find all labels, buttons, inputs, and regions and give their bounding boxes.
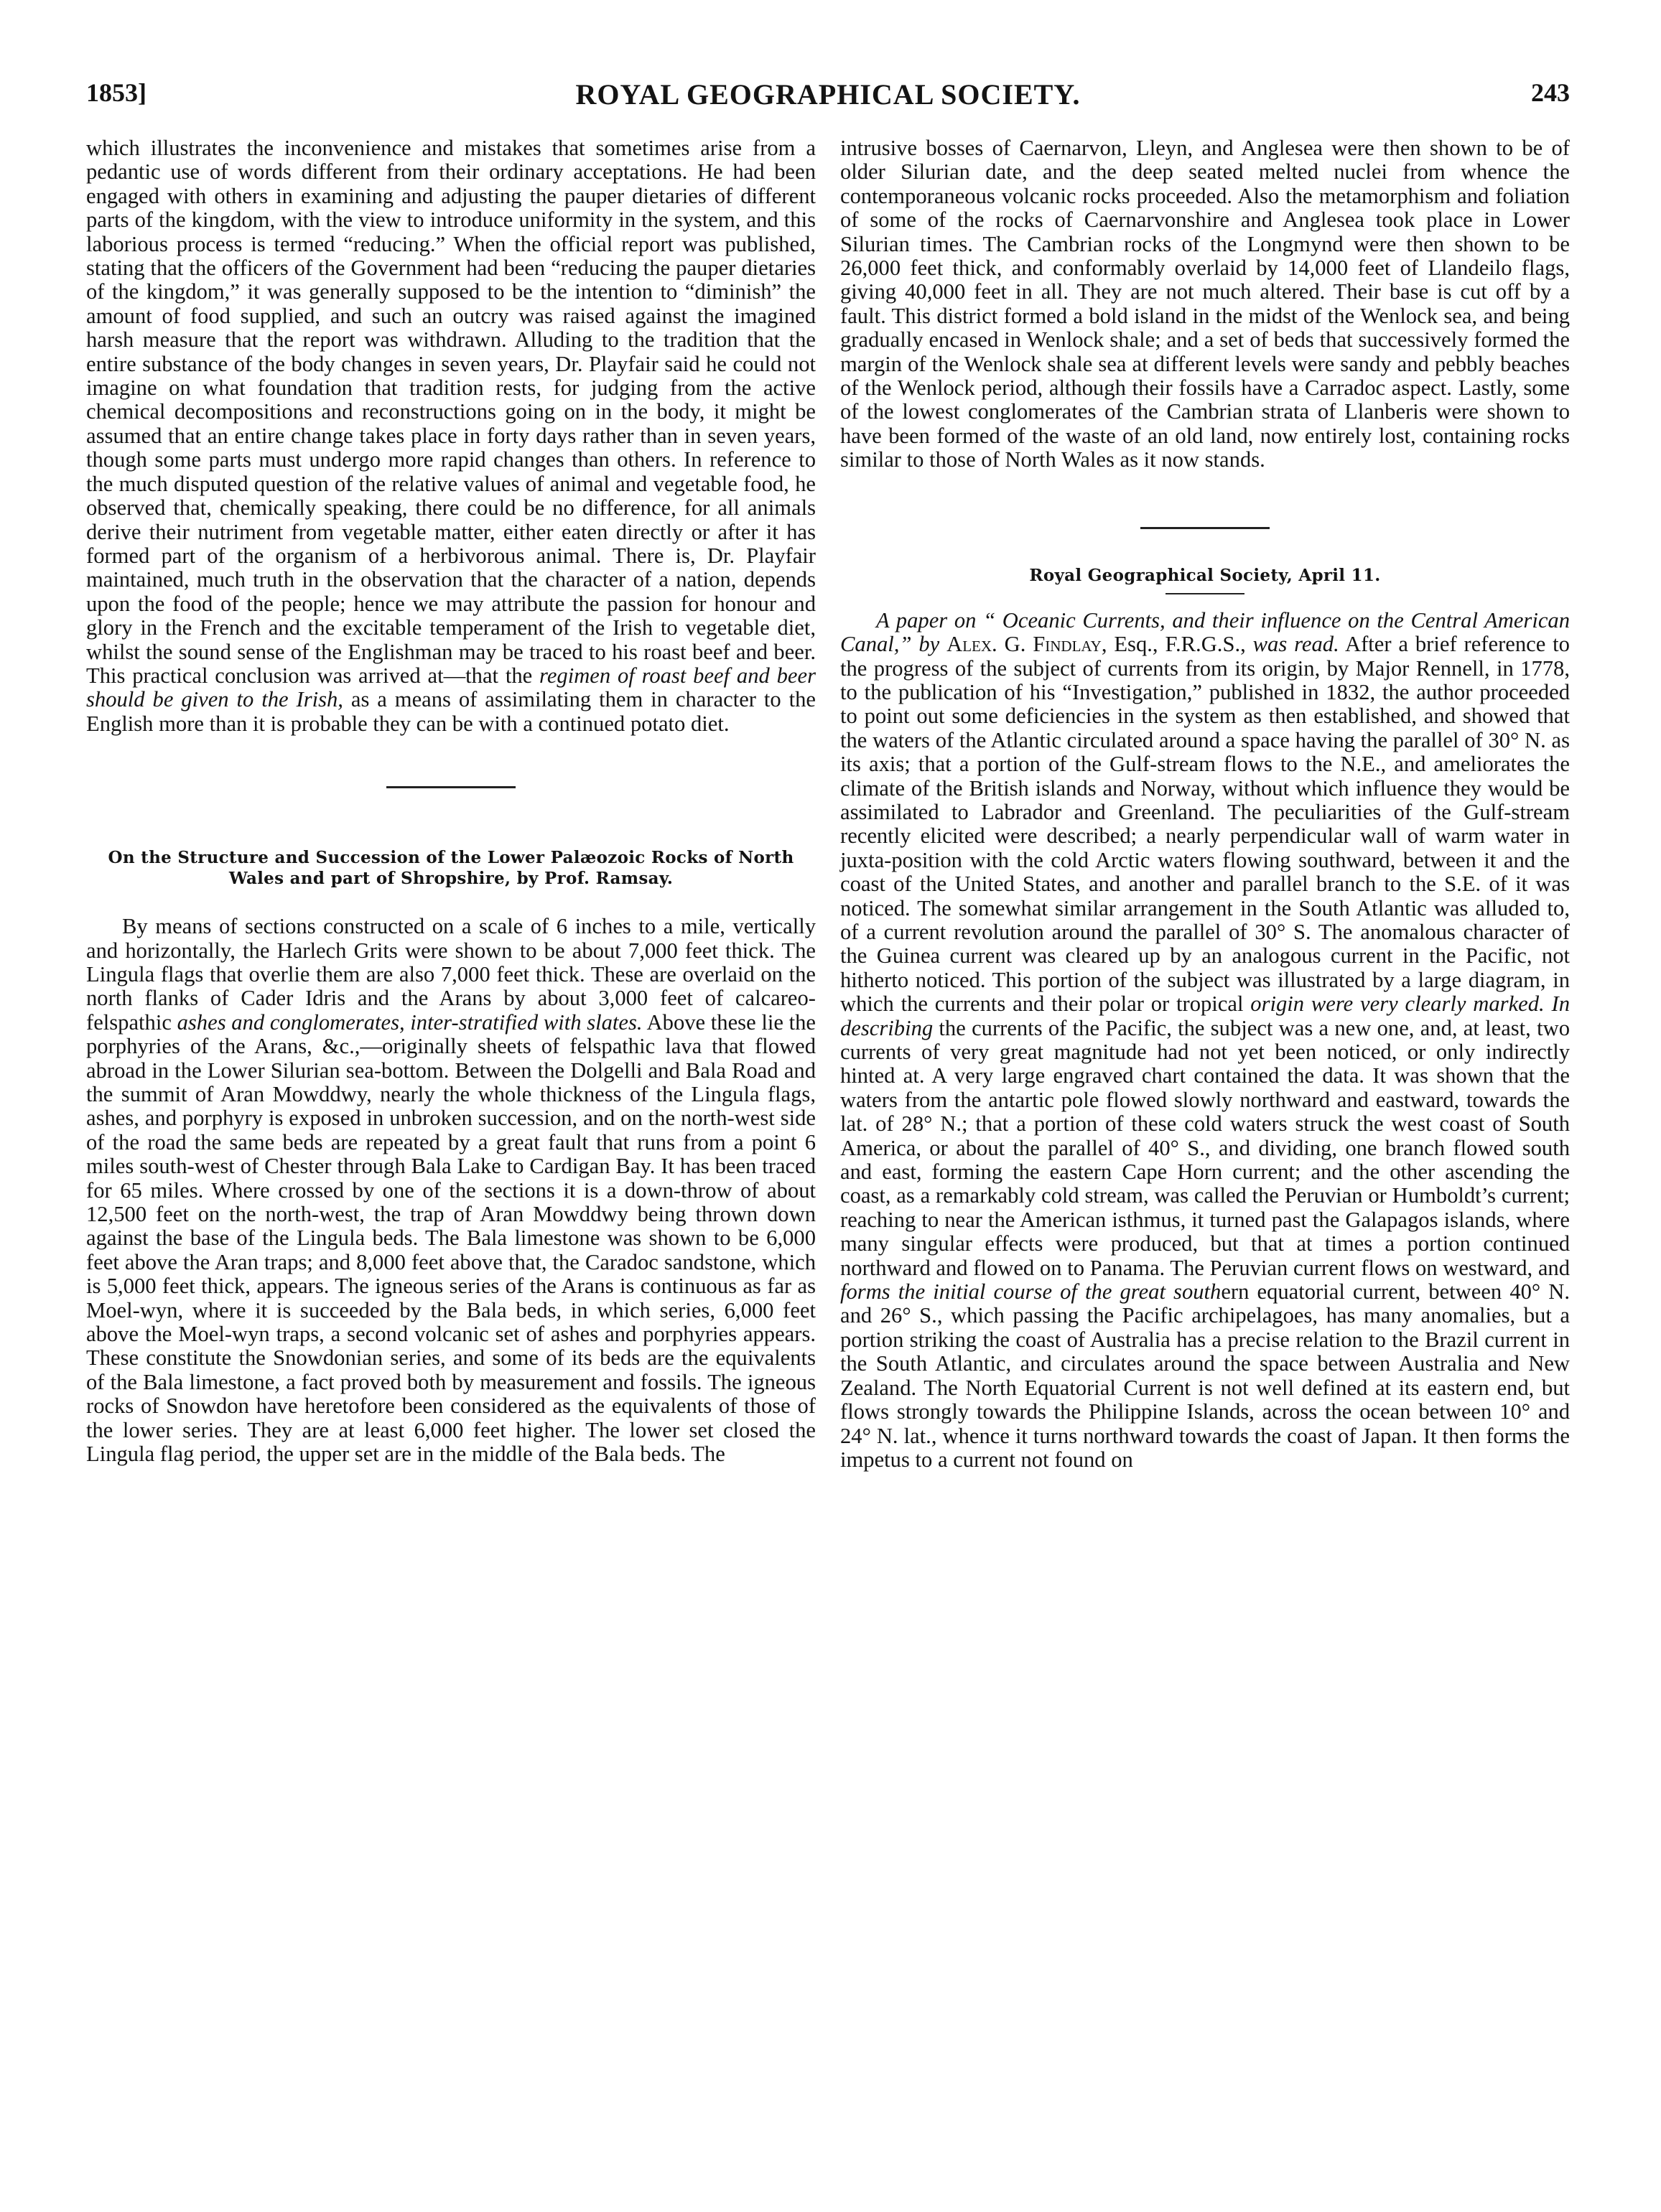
italic-text: A paper on “ Oceanic Currents, and their influence on the Central American Canal,” by bbox=[840, 607, 1570, 657]
page-header bbox=[86, 78, 1570, 121]
italic-text: origin were very clearly marked. In describing bbox=[840, 991, 1570, 1040]
italic-text: was read. bbox=[1252, 632, 1339, 657]
paragraph-silurian: intrusive bosses of Caernarvon, Lleyn, and Anglesea were then shown to be of older Silurian date, and the deep seated melted nuclei from whence the contemporaneous volcanic rocks proceeded. Also the metamorphism and foliation of some of the rocks of Caernarvonshire and Anglesea took place in Lower Silurian times. The Cambrian rocks of the Longmynd were then shown to be 26,000 feet thick, and conformably overlaid by 14,000 feet of Llandeilo flags, giving 40,000 feet in all. They are not much altered. Their base is cut off by a fault. This district formed a bold island in the midst of the Wenlock sea, and being gradually encased in Wenlock shale; and a set of beds that successively formed the margin of the Wenlock shale sea at different levels were sandy and pebbly beaches of the Wenlock period, although their fossils have a Carradoc aspect. Lastly, some of the lowest conglomerates of the Cambrian strata of Llanberis were shown to have been formed of the waste of an old land, now entirely lost, containing rocks similar to those of North Wales as it now stands. bbox=[840, 136, 1570, 472]
section-heading-rgs-meeting: Royal Geographical Society, April 11. bbox=[1029, 565, 1381, 585]
paragraph-text: ern equatorial current, between 40° N. and 26° S., which passing the Pacific archipelagoes, has many anomalies, but a portion striking the coast of Australia has a precise relation to the Brazil current in the South Atlantic, and circulates around the space between Australia and New Zealand. The North Equatorial Current is not well defined at its eastern end, but flows strongly towards the Philippine Islands, across the ocean between 10° and 24° N. lat., whence it turns northward towards the coast of Japan. It then forms the impetus to a current not found on bbox=[840, 1279, 1570, 1472]
paragraph-dietaries bbox=[86, 136, 816, 736]
left-column bbox=[86, 136, 816, 1467]
author-name: Alex. G. Findlay bbox=[946, 632, 1102, 657]
header-page-number: 243 bbox=[1531, 78, 1570, 107]
header-title: ROYAL GEOGRAPHICAL SOCIETY. bbox=[575, 78, 1081, 111]
paragraph-text: Above these lie the porphyries of the Arans, &c.,—originally sheets of felspathic lava that flowed abroad in the Lower Silurian sea-bottom. Between the Dolgelli and Bala Road and the summit of Aran Mowddwy, nearly the whole thickness of the Lingula flags, ashes, and porphyry is exposed in unbroken succession, and on the north-west side of the road the same beds are repeated by a great fault that runs from a point 6 miles south-west of Chester through Bala Lake to Cardigan Bay. It has been traced for 65 miles. Where crossed by one of the sections it is a down-throw of about 12,500 feet on the north-west, the trap of Aran Mowddwy being thrown down against the base of the Lingula beds. The Bala limestone was shown to be 6,000 feet above the Aran traps; and 8,000 feet above that, the Caradoc sandstone, which is 5,000 feet thick, appears. The igneous series of the Arans is continuous as far as Moel-wyn, where it is succeeded by the Bala beds, in which series, 6,000 feet above the Moel-wyn traps, a second volcanic set of ashes and porphyries appears. These constitute the Snowdonian series, and some of its beds are the equivalents of the Bala limestone, a fact proved both by measurement and fossils. The igneous rocks of Snowdon have heretofore been considered as the equivalents of those of the lower series. They are at least 6,000 feet higher. The lower set closed the Lingula flag period, the upper set are in the middle of the Bala beds. The bbox=[86, 1009, 816, 1467]
paragraph-palaeozoic-rocks bbox=[86, 915, 816, 1466]
paragraph-oceanic-currents bbox=[840, 609, 1570, 1473]
section-heading-ramsay: On the Structure and Succession of the Lower Palæozoic Rocks of North Wales and part of Shropshire, by Prof. Ramsay. bbox=[108, 848, 794, 889]
header-year: 1853] bbox=[86, 78, 146, 107]
paragraph-text: After a brief reference to the progress of the subject of currents from its origin, by Major Rennell, in 1778, to the publication of his “Investigation,” published in 1832, the author proceeded to point out some deficiencies in the system as then established, and showed that the waters of the Atlantic circulated around a space having the parallel of 30° N. as its axis; that a portion of the Gulf-stream flows to the N.E., and ameliorates the climate of the British islands and Norway, without which influence they would be assimilated to Labrador and Greenland. The peculiarities of the Gulf-stream recently elicited were described; a nearly perpendicular wall of warm water in juxta-position with the cold Arctic waters flowing southward, between it and the coast of the United States, and another and parallel branch to the S.E. of it was noticed. The somewhat similar arrangement in the South Atlantic was alluded to, of a current revolution around the parallel of 30° S. The anomalous character of the Guinea current was cleared up by an analogous current in the Pacific, not hitherto noticed. This portion of the subject was illustrated by a large diagram, in which the currents and their polar or tropical bbox=[840, 632, 1570, 1017]
italic-text: ashes and conglomerates, inter-stratified with slates. bbox=[177, 1009, 643, 1035]
right-column bbox=[840, 136, 1570, 1472]
paragraph-text: as a means of assimilating them in character to the English more than it is probable they can be with a continued potato diet. bbox=[86, 687, 816, 736]
paragraph-text: which illustrates the inconvenience and mistakes that sometimes arise from a pedantic use of words different from their ordinary acceptations. He had been engaged with others in examining and adjusting the pauper dietaries of different parts of the kingdom, with the view to introduce uniformity in the system, and this laborious process is termed “reducing.” When the official report was published, stating that the officers of the Government had been “reducing the pauper dietaries of the kingdom,” it was generally supposed to be the intention to “diminish” the amount of food supplied, and such an outcry was raised against the imagined harsh measure that the report was withdrawn. Alluding to the tradition that the entire substance of the body changes in seven years, Dr. Playfair said he could not imagine on what foundation that tradition rests, for judging from the active chemical decompositions and reconstructions going on in the body, it might be assumed that an entire change takes place in forty days rather than in seven years, though some parts must undergo more rapid changes than others. In reference to the much disputed question of the relative values of animal and vegetable food, he observed that, chemically speaking, there could be no difference, for all animals derive their nutriment from vegetable matter, either eaten directly or after it has formed part of the organism of a herbivorous animal. There is, Dr. Playfair maintained, much truth in the observation that the character of a nation, depends upon the food of the people; hence we may attribute the passion for honour and glory in the French and the excitable temperament of the Irish to vegetable diet, whilst the sound sense of the Englishman may be traced to his roast beef and beer. This practical conclusion was arrived at—that the bbox=[86, 136, 816, 688]
paragraph-text: By means of sections constructed on a scale of 6 inches to a mile, vertically and horizontally, the Harlech Grits were shown to be about 7,000 feet thick. The Lingula flags that overlie them are also 7,000 feet thick. These are overlaid on the north flanks of Cader Idris and the Arans by about 3,000 feet of calcareo-felspathic bbox=[86, 914, 816, 1035]
italic-text: regimen of roast beef and beer should be given to the Irish, bbox=[86, 663, 816, 712]
italic-text: forms the initial course of the great south bbox=[840, 1279, 1222, 1305]
paragraph-text: the currents of the Pacific, the subject was a new one, and, at least, two currents of very great magnitude had not yet been noticed, or only indirectly hinted at. A very large engraved chart contained the data. It was shown that the waters from the antartic pole flowed slowly northward and eastward, towards the lat. of 28° N.; that a portion of these cold waters struck the west coast of South America, or about the parallel of 40° S., and dividing, one branch flowed south and east, forming the eastern Cape Horn current; and the other ascending the coast, as a remarkably cold stream, was called the Peruvian or Humboldt’s current; reaching to near the American isthmus, it turned past the Galapagos islands, where many singular effects were produced, but that at times a portion continued northward and flowed on to Panama. The Peruvian current flows on westward, and bbox=[840, 1015, 1570, 1280]
paragraph-text: , Esq., F.R.G.S., bbox=[1101, 632, 1253, 657]
